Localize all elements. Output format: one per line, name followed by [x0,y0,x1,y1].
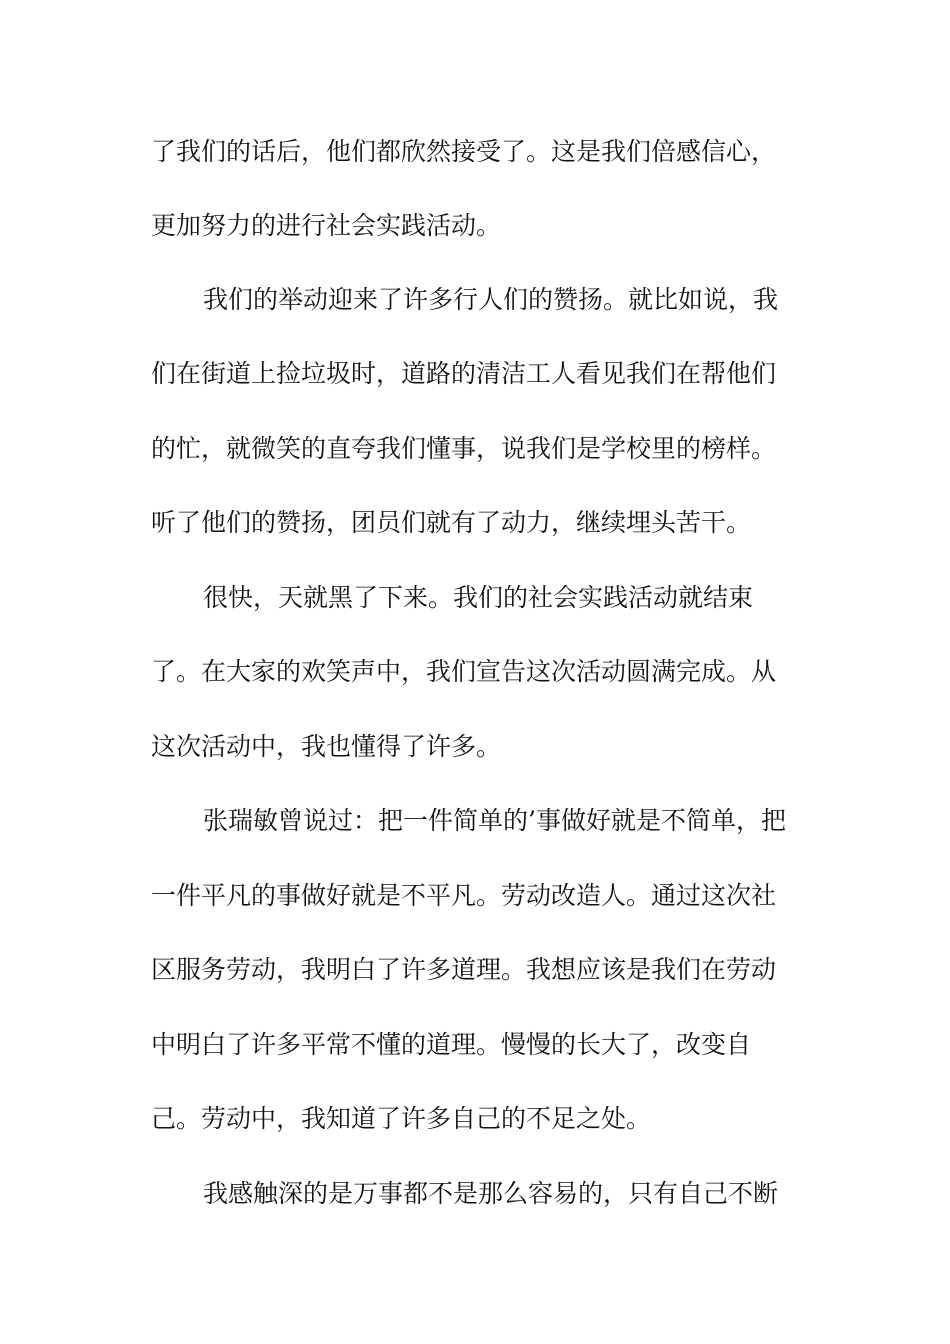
text-line: 区服务劳动，我明白了许多道理。我想应该是我们在劳动 [151,955,777,984]
text-line: 了我们的话后，他们都欣然接受了。这是我们倍感信心， [151,137,777,166]
paragraph-start-line: 我感触深的是万事都不是那么容易的，只有自己不断 [203,1179,779,1208]
text-line: 的忙，就微笑的直夸我们懂事，说我们是学校里的榜样。 [151,434,777,463]
text-line: 了。在大家的欢笑声中，我们宣告这次活动圆满完成。从 [151,657,777,686]
paragraph-start-line: 很快，天就黑了下来。我们的社会实践活动就结束 [203,583,754,612]
text-line: 们在街道上捡垃圾时，道路的清洁工人看见我们在帮他们 [151,359,777,388]
paragraph-start-line: 张瑞敏曾说过：把一件简单的’事做好就是不简单，把 [203,806,786,835]
paragraph-start-line: 我们的举动迎来了许多行人们的赞扬。就比如说，我 [203,285,779,314]
text-line: 一件平凡的事做好就是不平凡。劳动改造人。通过这次社 [151,881,777,910]
text-line: 听了他们的赞扬，团员们就有了动力，继续埋头苦干。 [151,508,752,537]
text-line: 己。劳动中，我知道了许多自己的不足之处。 [151,1104,652,1133]
text-line: 更加努力的进行社会实践活动。 [151,211,502,240]
text-line: 这次活动中，我也懂得了许多。 [151,732,502,761]
text-line: 中明白了许多平常不懂的道理。慢慢的长大了，改变自 [151,1030,752,1059]
